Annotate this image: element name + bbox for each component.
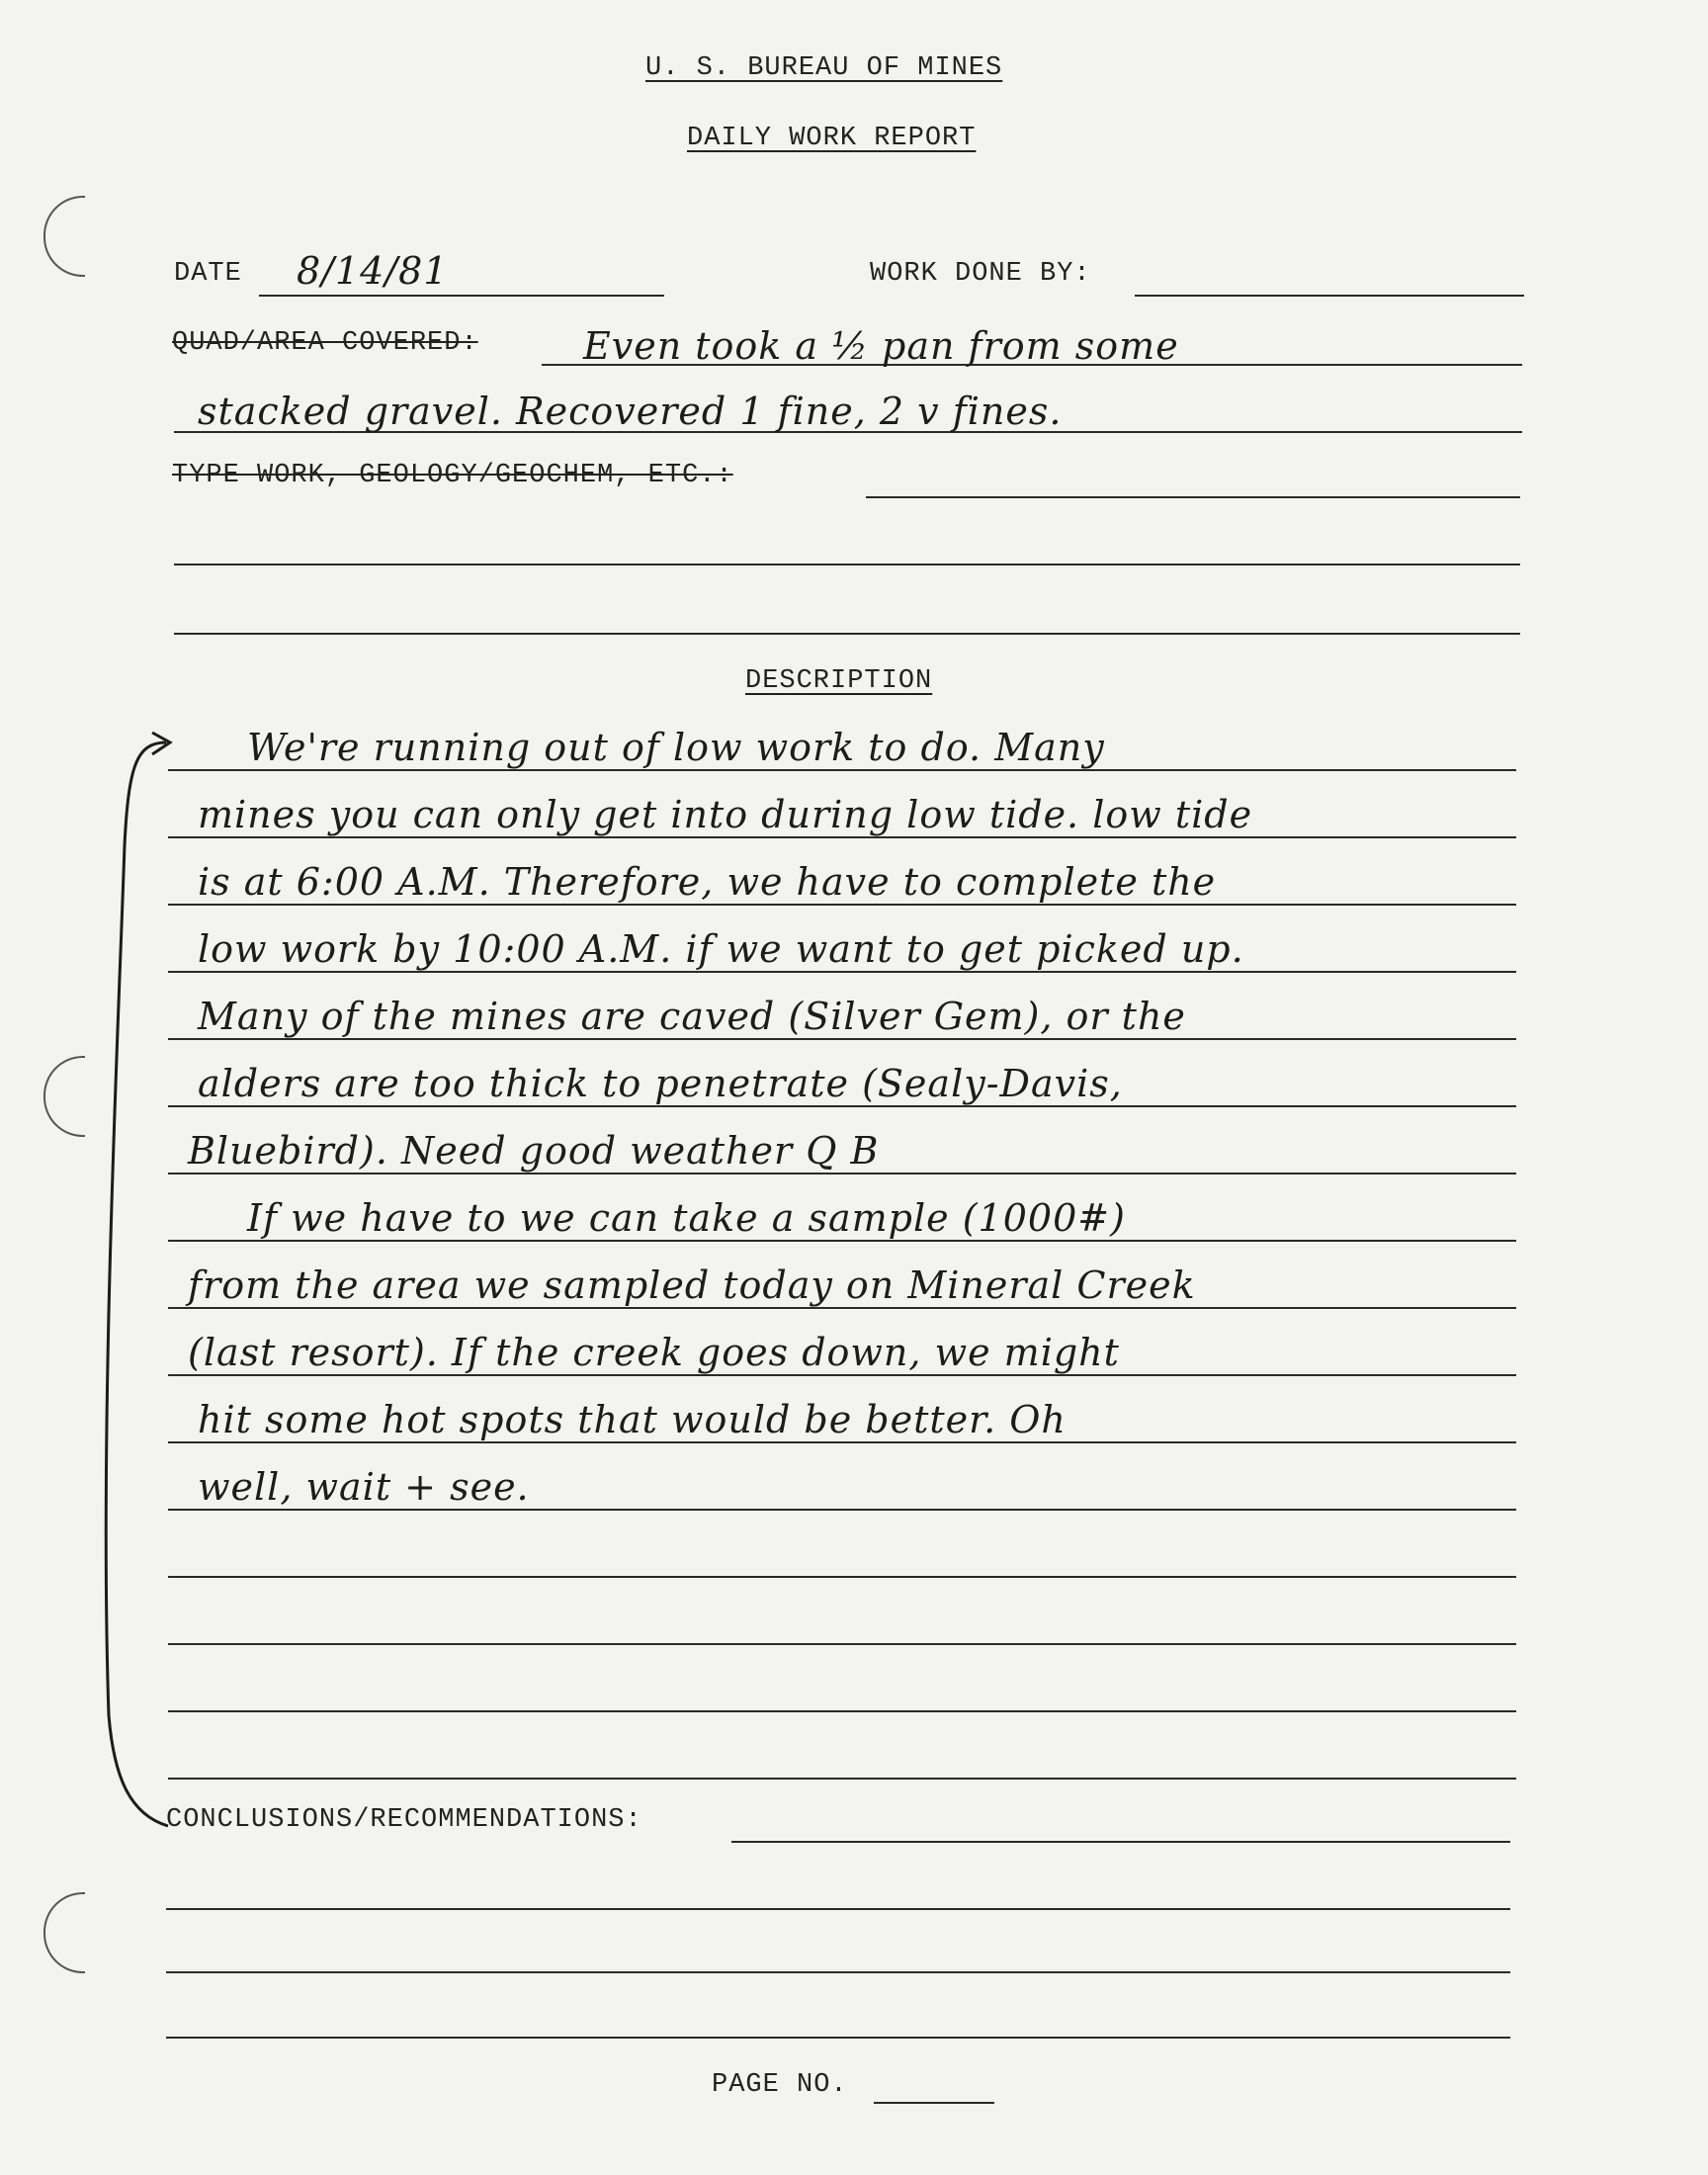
description-text-line-3: is at 6:00 A.M. Therefore, we have to complete the bbox=[198, 860, 1217, 904]
description-line-10 bbox=[168, 1374, 1516, 1376]
description-line-4 bbox=[168, 971, 1516, 973]
description-line-12 bbox=[168, 1509, 1516, 1511]
conclusions-line-3 bbox=[166, 1971, 1510, 1973]
description-text-line-5: Many of the mines are caved (Silver Gem), or the bbox=[198, 995, 1186, 1038]
description-line-16 bbox=[168, 1778, 1516, 1780]
page-number-label: PAGE NO. bbox=[712, 2070, 848, 2100]
description-line-1 bbox=[168, 769, 1516, 771]
description-text-line-8: If we have to we can take a sample (1000#) bbox=[247, 1196, 1126, 1240]
description-line-5 bbox=[168, 1038, 1516, 1040]
conclusions-line-1 bbox=[731, 1841, 1510, 1843]
type-work-line bbox=[866, 496, 1520, 498]
form-title: DAILY WORK REPORT bbox=[687, 124, 977, 153]
description-line-7 bbox=[168, 1173, 1516, 1174]
description-text-line-1: We're running out of low work to do. Many bbox=[247, 726, 1105, 769]
description-text-line-12: well, wait + see. bbox=[198, 1465, 530, 1509]
description-line-13 bbox=[168, 1576, 1516, 1578]
quad-text-line-1: Even took a ½ pan from some bbox=[583, 324, 1179, 368]
date-label: DATE bbox=[174, 259, 242, 289]
date-underline bbox=[259, 295, 664, 297]
margin-bracket-arrow bbox=[59, 727, 188, 1834]
description-text-line-4: low work by 10:00 A.M. if we want to get picked up. bbox=[198, 927, 1244, 971]
description-line-6 bbox=[168, 1105, 1516, 1107]
conclusions-line-4 bbox=[166, 2037, 1510, 2039]
type-work-line-3 bbox=[174, 633, 1520, 635]
description-text-line-6: alders are too thick to penetrate (Sealy-Davis, bbox=[198, 1062, 1123, 1105]
description-line-8 bbox=[168, 1240, 1516, 1242]
date-value: 8/14/81 bbox=[297, 249, 449, 293]
conclusions-line-2 bbox=[166, 1908, 1510, 1910]
description-line-14 bbox=[168, 1643, 1516, 1645]
description-heading: DESCRIPTION bbox=[745, 666, 933, 696]
description-text-line-11: hit some hot spots that would be better. Oh bbox=[198, 1398, 1067, 1441]
work-done-by-label: WORK DONE BY: bbox=[870, 259, 1091, 289]
description-line-15 bbox=[168, 1710, 1516, 1712]
quad-text-line-2: stacked gravel. Recovered 1 fine, 2 v fines. bbox=[198, 390, 1063, 433]
description-text-line-9: from the area we sampled today on Mineral Creek bbox=[188, 1263, 1196, 1307]
description-line-11 bbox=[168, 1441, 1516, 1443]
agency-title: U. S. BUREAU OF MINES bbox=[645, 53, 1003, 83]
work-done-by-underline bbox=[1135, 295, 1524, 297]
type-work-line-2 bbox=[174, 564, 1520, 566]
punch-hole-bottom bbox=[43, 1892, 85, 1973]
quad-area-label: QUAD/AREA COVERED: bbox=[172, 328, 478, 358]
type-work-label: TYPE WORK, GEOLOGY/GEOCHEM, ETC.: bbox=[172, 461, 733, 490]
description-line-9 bbox=[168, 1307, 1516, 1309]
conclusions-label: CONCLUSIONS/RECOMMENDATIONS: bbox=[166, 1805, 642, 1835]
description-line-2 bbox=[168, 836, 1516, 838]
punch-hole-top bbox=[43, 196, 85, 277]
description-text-line-10: (last resort). If the creek goes down, we might bbox=[188, 1331, 1120, 1374]
description-text-line-2: mines you can only get into during low tide. low tide bbox=[198, 793, 1253, 836]
description-text-line-7: Bluebird). Need good weather Q B bbox=[188, 1129, 880, 1173]
description-line-3 bbox=[168, 904, 1516, 906]
page-number-underline bbox=[874, 2102, 994, 2104]
